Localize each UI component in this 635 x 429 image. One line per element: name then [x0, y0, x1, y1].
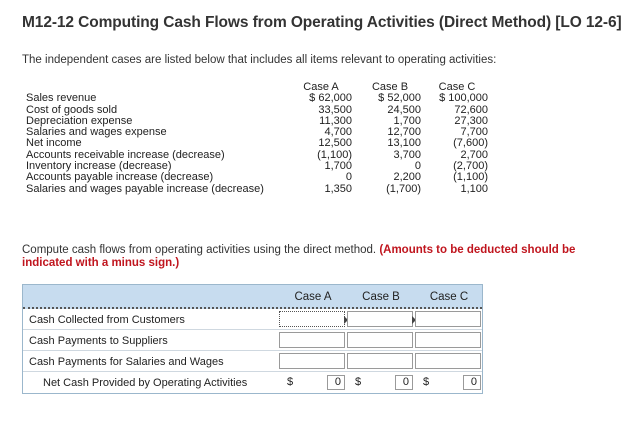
instructions-note: (Amounts to be deducted should be indicated with a minus sign.)	[22, 244, 576, 269]
salaries-case-c-input[interactable]	[415, 353, 481, 369]
answer-row-total	[23, 372, 482, 393]
case-c-value: 72,600	[454, 103, 488, 116]
intro-text: The independent cases are listed below that includes all items relevant to operating activities:	[22, 54, 497, 66]
case-a-value: 1,700	[324, 160, 352, 173]
total-case-c	[415, 375, 481, 390]
total-case-b-value: 0	[402, 376, 409, 388]
answer-case-b-header: Case B	[362, 291, 400, 303]
case-c-value: 2,700	[460, 148, 488, 161]
case-c-value: $ 100,000	[439, 92, 488, 105]
case-c-value: 7,700	[460, 126, 488, 139]
customers-case-a-input[interactable]	[279, 311, 345, 327]
row-label: Accounts payable increase (decrease)	[26, 171, 214, 184]
case-a-value: 11,300	[319, 114, 352, 127]
row-label: Inventory increase (decrease)	[26, 160, 172, 173]
case-c-value: (2,700)	[453, 160, 488, 173]
case-b-value: 2,200	[393, 171, 421, 184]
row-label: Sales revenue	[26, 92, 97, 105]
customers-case-b-input[interactable]	[347, 311, 413, 327]
row-label: Accounts receivable increase (decrease)	[26, 148, 225, 161]
case-c-header: Case C	[438, 81, 476, 93]
case-c-value: 27,300	[454, 114, 488, 127]
case-b-value: 12,700	[387, 126, 421, 139]
row-label: Cost of goods sold	[26, 103, 118, 116]
case-a-value: 0	[345, 171, 352, 184]
answer-row-label: Cash Collected from Customers	[29, 314, 185, 326]
total-case-b	[347, 375, 413, 390]
row-label: Net income	[26, 137, 82, 150]
case-a-value: 33,500	[318, 103, 352, 116]
total-case-c-value: 0	[470, 376, 477, 388]
case-b-value: $ 52,000	[378, 92, 421, 105]
case-b-header: Case B	[371, 81, 409, 93]
case-b-value: 0	[414, 160, 421, 173]
total-row-label: Net Cash Provided by Operating Activities	[43, 377, 248, 389]
answer-row-salaries	[23, 351, 482, 372]
case-b-value: 3,700	[393, 148, 421, 161]
total-case-a-value: 0	[334, 376, 341, 388]
suppliers-case-c-input[interactable]	[415, 332, 481, 348]
case-b-value: 24,500	[387, 103, 421, 116]
salaries-case-b-input[interactable]	[347, 353, 413, 369]
answer-row-customers	[23, 309, 482, 330]
answer-row-label: Cash Payments to Suppliers	[29, 335, 168, 347]
case-b-value: 13,100	[387, 137, 421, 150]
answer-row-suppliers	[23, 330, 482, 351]
case-a-value: 4,700	[324, 126, 352, 139]
case-a-value: $ 62,000	[309, 92, 352, 105]
case-b-value: (1,700)	[386, 182, 421, 195]
salaries-case-a-input[interactable]	[279, 353, 345, 369]
suppliers-case-a-input[interactable]	[279, 332, 345, 348]
instructions	[22, 244, 612, 269]
case-b-value: 1,700	[393, 114, 421, 127]
answer-table	[22, 284, 483, 394]
total-case-a	[279, 375, 345, 390]
row-label: Salaries and wages expense	[26, 126, 167, 139]
case-a-value: (1,100)	[317, 148, 352, 161]
answer-case-a-header: Case A	[294, 291, 332, 303]
case-a-value: 12,500	[318, 137, 352, 150]
case-a-value: 1,350	[324, 182, 352, 195]
customers-case-c-input[interactable]	[415, 311, 481, 327]
row-label: Salaries and wages payable increase (decrease)	[26, 182, 264, 195]
currency-symbol: $	[423, 376, 430, 388]
page-title: M12-12 Computing Cash Flows from Operating Activities (Direct Method) [LO 12-6]	[22, 14, 622, 31]
case-c-value: 1,100	[460, 182, 488, 195]
case-c-value: (7,600)	[453, 137, 488, 150]
suppliers-case-b-input[interactable]	[347, 332, 413, 348]
instructions-text: Compute cash flows from operating activities using the direct method.	[22, 244, 380, 256]
case-c-value: (1,100)	[453, 171, 488, 184]
currency-symbol: $	[355, 376, 362, 388]
case-a-header: Case A	[303, 81, 339, 93]
row-label: Depreciation expense	[26, 114, 133, 127]
currency-symbol: $	[287, 376, 294, 388]
answer-row-label: Cash Payments for Salaries and Wages	[29, 356, 224, 368]
answer-case-c-header: Case C	[429, 291, 469, 303]
answer-table-header	[23, 285, 482, 309]
